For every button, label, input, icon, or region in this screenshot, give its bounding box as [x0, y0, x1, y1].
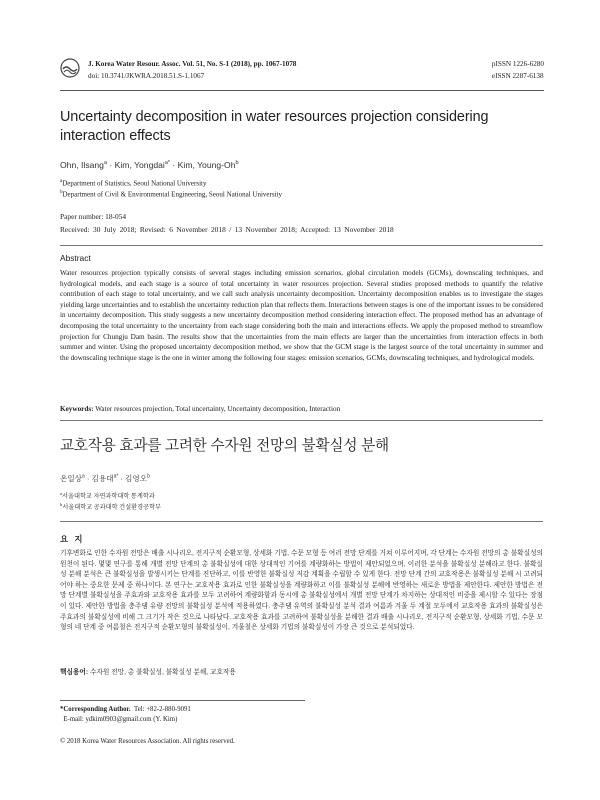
paper-number: Paper number: 18-054 — [60, 212, 127, 221]
korean-author-list — [60, 473, 150, 484]
author-separator: · — [107, 160, 115, 170]
author-name: Ohn, Ilsang — [60, 160, 104, 170]
korean-abstract-heading: 요 지 — [60, 534, 85, 544]
doi-link[interactable]: doi: 10.3741/JKWRA.2018.51.S-1.1067 — [88, 72, 205, 80]
abstract-heading: Abstract — [60, 253, 91, 263]
korean-title: 교호작용 효과를 고려한 수자원 전망의 불확실성 분해 — [60, 438, 389, 454]
keywords — [60, 405, 543, 413]
affil-mark: a — [60, 179, 63, 184]
author-affil-mark: b — [147, 473, 150, 480]
korean-affiliation — [60, 502, 161, 511]
author-separator: · — [84, 474, 92, 483]
affiliation — [60, 177, 207, 188]
author-separator: · — [118, 474, 126, 483]
journal-citation: J. Korea Water Resour. Assoc. Vol. 51, No. S-1 (2018), pp. 1067-1078 — [88, 60, 297, 68]
eissn: eISSN 2287-6138 — [491, 72, 544, 80]
section-divider — [60, 245, 543, 246]
corr-label: *Corresponding Author. — [60, 706, 131, 713]
affil-text: Department of Statistics, Seoul National University — [62, 179, 207, 188]
keywords-label: Keywords: — [60, 405, 94, 413]
footnote-divider — [60, 700, 305, 701]
copyright: © 2018 Korea Water Resources Association. All rights reserved. — [60, 738, 235, 745]
author-affil-mark: a — [103, 160, 108, 167]
affil-mark: a — [60, 491, 63, 496]
author-affil-mark: b — [235, 160, 239, 167]
korean-affiliation — [60, 491, 155, 500]
author-name: 김용대 — [91, 474, 114, 483]
header-divider — [60, 90, 544, 91]
korean-abstract-text: 기후변화로 인한 수자원 전망은 배출 시나리오, 전지구적 순환모형, 상세화 기법, 수문 모형 등 여러 전망 단계를 거쳐 이루어지며, 각 단계는 수자원 전망의 총 불확실성의 원천이 된다. 몇몇 연구를 통해 개별 전망 단계의 총 불확실성에 대한 상대적인 기여를 계량화하는 방법이 제안되었으며, 이러한 분석을 불확실성 분해라고 한다. 불확실성 분해 분석은 큰 불확실성을 발생시키는 단계를 진단하고, 이를 반영한 불확실성 저감 계획을 수립할 수 있게 한다. 전망 단계 간의 교호작용은 불확실성 분해 시 고려되어야 하는 중요한 문제 중 하나이다. 본 연구는 교호작용 효과로 인한 불확실성을 계량화하고 이를 불확실성 분해에 반영하는 새로운 방법을 제안한다. 제안한 방법은 전망 단계별 불확실성을 주효과와 교호작용 효과를 모두 고려하여 계량화함과 동시에 총 불확실성에서 개별 전망 단계가 차지하는 상대적인 비중을 제시할 수 있다는 장점이 있다. 제안한 방법을 충주댐 유량 전망의 불확실성 분석에 적용하였다. 충주댐 유역의 불확실성 분석 결과 여름과 겨울 두 계절 모두에서 교호작용 효과의 불확실성은 주효과의 불확실성에 비해 그 크기가 작은 것으로 나타났다. 교호작용 효과를 고려하여 불확실성을 분해한 결과 배출 시나리오, 전지구적 순환모형, 상세화 기법, 수문 모형의 네 단계 중 여름철은 전지구적 순환모형의 불확실성이, 겨울철은 상세화 기법의 불확실성이 가장 큰 것으로 분석되었다. — [60, 550, 543, 632]
korean-keywords — [60, 666, 236, 676]
journal-logo — [60, 58, 80, 78]
section-divider — [60, 420, 543, 421]
author-list — [60, 160, 239, 170]
corresponding-author — [60, 705, 191, 725]
author-separator: · — [170, 160, 178, 170]
affil-mark: b — [60, 190, 63, 195]
author-affil-mark: a — [82, 473, 85, 480]
affil-text: 서울대학교 자연과학대학 통계학과 — [62, 493, 155, 501]
section-divider — [60, 521, 543, 522]
author-affil-mark: a* — [164, 160, 171, 167]
author-affil-mark: a* — [113, 473, 119, 480]
author-name: Kim, Young-Oh — [177, 160, 236, 170]
corr-email[interactable]: E-mail: ydkim0903@gmail.com (Y. Kim) — [63, 716, 178, 723]
keywords-text: Water resources projection, Total uncertainty, Uncertainty decomposition, Interaction — [95, 405, 341, 413]
received-dates: Received: 30 July 2018; Revised: 6 November 2018 / 13 November 2018; Accepted: 13 November 2018 — [60, 225, 394, 234]
keywords-label: 핵심용어: — [60, 669, 89, 676]
author-name: Kim, Yongdai — [114, 160, 165, 170]
affil-text: Department of Civil & Environmental Engineering, Seoul National University — [62, 190, 282, 199]
journal-header — [60, 56, 544, 86]
keywords-text: 수자원 전망, 총 불확실성, 불확실성 분해, 교호작용 — [89, 669, 236, 676]
author-name: 김영오 — [125, 474, 148, 483]
affil-mark: b — [60, 502, 63, 507]
author-name: 온일상 — [60, 474, 83, 483]
affiliation — [60, 188, 282, 199]
abstract-text: Water resources projection typically consists of several stages including emission scenarios, global circulation models (GCMs), downscaling techniques, and hydrological models, and each stage is a source of total uncertainty in water resources projection. Several studies proposed methods to quantify the relative contribution of each stage to total uncertainty, and we call such analysis uncertainty decomposition. Uncertainty decomposition enables us to investigate the stages yielding large uncertainties and to establish the uncertainty reduction plan that reflects them. Interactions between stages is one of the important issues to be considered in uncertainty decomposition. This study suggests a new uncertainty decomposition method considering interaction effect. The proposed method has an advantage of decomposing the total uncertainty to the uncertainty from each stage considering both the main and interactions effects. We apply the proposed method to streamflow projection for Chungju Dam basin. The results show that the uncertainties from the main effects are larger than the uncertainties from interaction effects in both summer and winter. Using the proposed uncertainty decomposition method, we show that the GCM stage is the largest source of the total uncertainty in summer and the downscaling technique stage is the one in winter among the following four stages: emission scenarios, GCMs, downscaling techniques, and hydrological models. — [60, 269, 543, 362]
paper-title: Uncertainty decomposition in water resources projection considering interaction effects — [60, 109, 489, 144]
pissn: pISSN 1226-6280 — [491, 60, 544, 68]
affil-text: 서울대학교 공과대학 건설환경공학부 — [62, 504, 162, 512]
corr-tel: Tel: +82-2-880-9091 — [134, 706, 191, 713]
